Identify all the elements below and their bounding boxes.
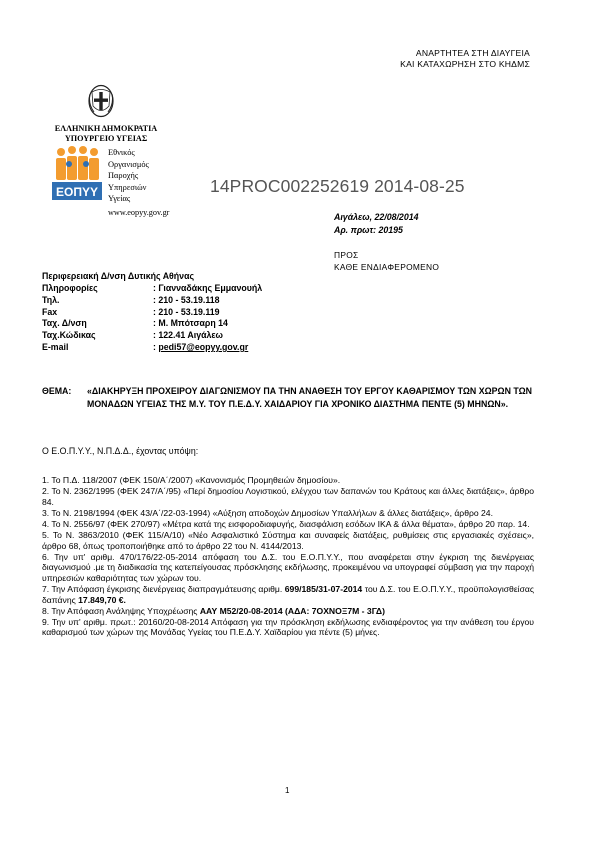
website-link[interactable]: www.eopyy.gov.gr	[108, 208, 170, 217]
info-row	[42, 283, 262, 295]
protocol-line: Αρ. πρωτ: 20195	[334, 225, 403, 235]
eopyy-name	[108, 147, 149, 205]
greek-emblem-icon	[88, 84, 114, 118]
info-key: Ταχ.Κώδικας	[42, 330, 96, 341]
item-text: 7. Την Απόφαση έγκρισης διενέργειας διαπραγμάτευσης αριθμ.	[42, 583, 285, 594]
list-item: 6. Την υπ' αριθμ. 470/176/22-05-2014 απόφαση του Δ.Σ. του Ε.Ο.Π.Υ.Υ., που αναφέρεται στην έγκριση της διενέργειας διαγωνισμού .με τη διαδικασία της κατεπείγουσας πρόσκλησης εκδήλωσης, προκειμένου να υπογραφεί σύμβαση για την παροχή υπηρεσιών καθαριότητας των χώρων του.	[42, 551, 534, 583]
subject-text: «ΔΙΑΚΗΡΥΞΗ ΠΡΟΧΕΙΡΟΥ ΔΙΑΓΩΝΙΣΜΟΥ ΠΑ ΤΗΝ ΑΝΑΘΕΣΗ ΤΟΥ ΕΡΓΟΥ ΚΑΘΑΡΙΣΜΟΥ ΤΩΝ ΧΩΡΩΝ ΤΩΝ ΜΟΝΑΔΩΝ ΥΓΕΙΑΣ ΤΗΣ Μ.Υ. ΤΟΥ Π.Ε.Δ.Υ. ΧΑΙΔΑΡΙΟΥ ΓΙΑ ΧΡΟΝΙΚΟ ΔΙΑΣΤΗΜΑ ΠΕΝΤΕ (5) ΜΗΝΩΝ».	[87, 386, 532, 409]
recipient-value: ΚΑΘΕ ΕΝΔΙΑΦΕΡΟΜΕΝΟ	[334, 262, 440, 272]
list-item: 4. Το Ν. 2556/97 (ΦΕΚ 270/97) «Μέτρα κατά της εισφοροδιαφυγής, διασφάλιση εσόδων ΙΚΑ & άλλα θέματα», άρθρο 20 παρ. 14.	[42, 518, 530, 529]
info-value: : Γιανναδάκης Εμμανουήλ	[153, 283, 263, 293]
list-item: 5. Το Ν. 3863/2010 (ΦΕΚ 115/Α/10) «Νέο Ασφαλιστικό Σύστημα και συναφείς διατάξεις, ρυθμίσεις στις εργασιακές σχέσεις», άρθρο 68, όπως τροποποιήθηκε από το άρθρο 22 του Ν. 4144/2013.	[42, 529, 534, 551]
date-line: Αιγάλεω, 22/08/2014	[334, 212, 419, 222]
recipient-label: ΠΡΟΣ	[334, 250, 359, 260]
info-key: Τηλ.	[42, 294, 60, 305]
publication-notice-line-2: ΚΑΙ ΚΑΤΑΧΩΡΗΣΗ ΣΤΟ ΚΗΔΜΣ	[400, 59, 530, 69]
info-key: Ταχ. Δ/νση	[42, 318, 87, 329]
logo-word-1: Εθνικός	[108, 148, 135, 157]
ministry-line-2: ΥΠΟΥΡΓΕΙΟ ΥΓΕΙΑΣ	[64, 134, 148, 143]
department-title: Περιφερειακή Δ/νση Δυτικής Αθήνας	[42, 271, 195, 281]
item-bold-text: ΑΑΥ Μ52/20-08-2014 (ΑΔΑ: 7ΟΧΝΟΞ7Μ - 3ΓΔ)	[199, 605, 385, 616]
info-row	[42, 330, 262, 342]
list-item	[42, 584, 534, 605]
info-row-email	[42, 342, 262, 354]
logo-word-3: Παροχής	[108, 171, 139, 181]
subject-block	[42, 385, 532, 410]
item-bold-text: 17.849,70 €.	[78, 594, 126, 605]
item-text: 8. Την Απόφαση Ανάληψης Υποχρέωσης	[42, 605, 200, 616]
info-key: Fax	[42, 306, 58, 317]
info-value: : 210 - 53.19.118	[153, 294, 220, 305]
list-item: 1. Το Π.Δ. 118/2007 (ΦΕΚ 150/Α΄/2007) «Κανονισμός Προμηθειών δημοσίου».	[42, 475, 341, 485]
eopyy-logo	[50, 146, 104, 202]
contact-info	[42, 271, 262, 354]
subject-label: ΘΕΜΑ:	[42, 386, 72, 396]
email-key: E-mail	[42, 341, 69, 352]
ministry-line-1: ΕΛΛΗΝΙΚΗ ΔΗΜΟΚΡΑΤΙΑ	[54, 124, 158, 133]
ministry-heading	[47, 124, 165, 144]
intro-text: Ο Ε.Ο.Π.Υ.Υ., Ν.Π.Δ.Δ., έχοντας υπόψη:	[42, 446, 199, 456]
email-link[interactable]: pedi57@eopyy.gov.gr	[158, 341, 249, 352]
recipient-block	[334, 249, 439, 273]
list-item: 9. Την υπ' αριθμ. πρωτ.: 20160/20-08-2014 Απόφαση για την πρόσκληση εκδήλωσης ενδιαφέροντος για την ανάθεση του έργου καθαρισμού των χώρων της Μονάδας Υγείας του Π.Ε.Δ.Υ. Χαϊδαρίου για πέντε (5) μήνες.	[42, 616, 534, 638]
list-item: 2. Το Ν. 2362/1995 (ΦΕΚ 247/Α΄/95) «Περί δημοσίου Λογιστικού, ελέγχου των δαπανών του Κράτους και άλλες διατάξεις», άρθρο 84.	[42, 486, 534, 507]
logo-word-4: Υπηρεσιών	[108, 182, 147, 192]
email-value	[153, 342, 248, 354]
info-key: Πληροφορίες	[42, 283, 98, 293]
email-prefix: :	[153, 341, 159, 352]
info-row	[42, 295, 262, 307]
item-text: του Δ.Σ. του Ε.Ο.Π.Υ.Υ., προϋπολογισθείσας δαπάνης	[42, 583, 534, 605]
publication-notice-line-1: ΑΝΑΡΤΗΤΕΑ ΣΤΗ ΔΙΑΥΓΕΙΑ	[415, 48, 530, 58]
info-value: : Μ. Μπότσαρη 14	[153, 318, 228, 329]
list-item	[42, 606, 534, 617]
list-item: 3. Το Ν. 2198/1994 (ΦΕΚ 43/Α΄/22-03-1994) «Αύξηση αποδοχών Δημοσίων Υπαλλήλων & άλλες διατάξεις», άρθρο 24.	[42, 507, 493, 518]
info-row	[42, 307, 262, 319]
publication-notice	[400, 48, 530, 70]
info-row	[42, 318, 262, 330]
page-number: 1	[285, 786, 290, 795]
info-value: : 210 - 53.19.119	[153, 306, 220, 317]
logo-text: ΕΟΠΥΥ	[55, 185, 99, 199]
info-value: : 122.41 Αιγάλεω	[153, 330, 223, 341]
item-bold-text: 699/185/31-07-2014	[284, 583, 363, 594]
logo-word-2: Οργανισμός	[108, 159, 149, 169]
date-block	[334, 211, 419, 237]
considerations-list	[42, 475, 534, 638]
ada-code: 14PROC002252619 2014-08-25	[210, 176, 465, 196]
logo-word-5: Υγείας	[108, 194, 131, 204]
